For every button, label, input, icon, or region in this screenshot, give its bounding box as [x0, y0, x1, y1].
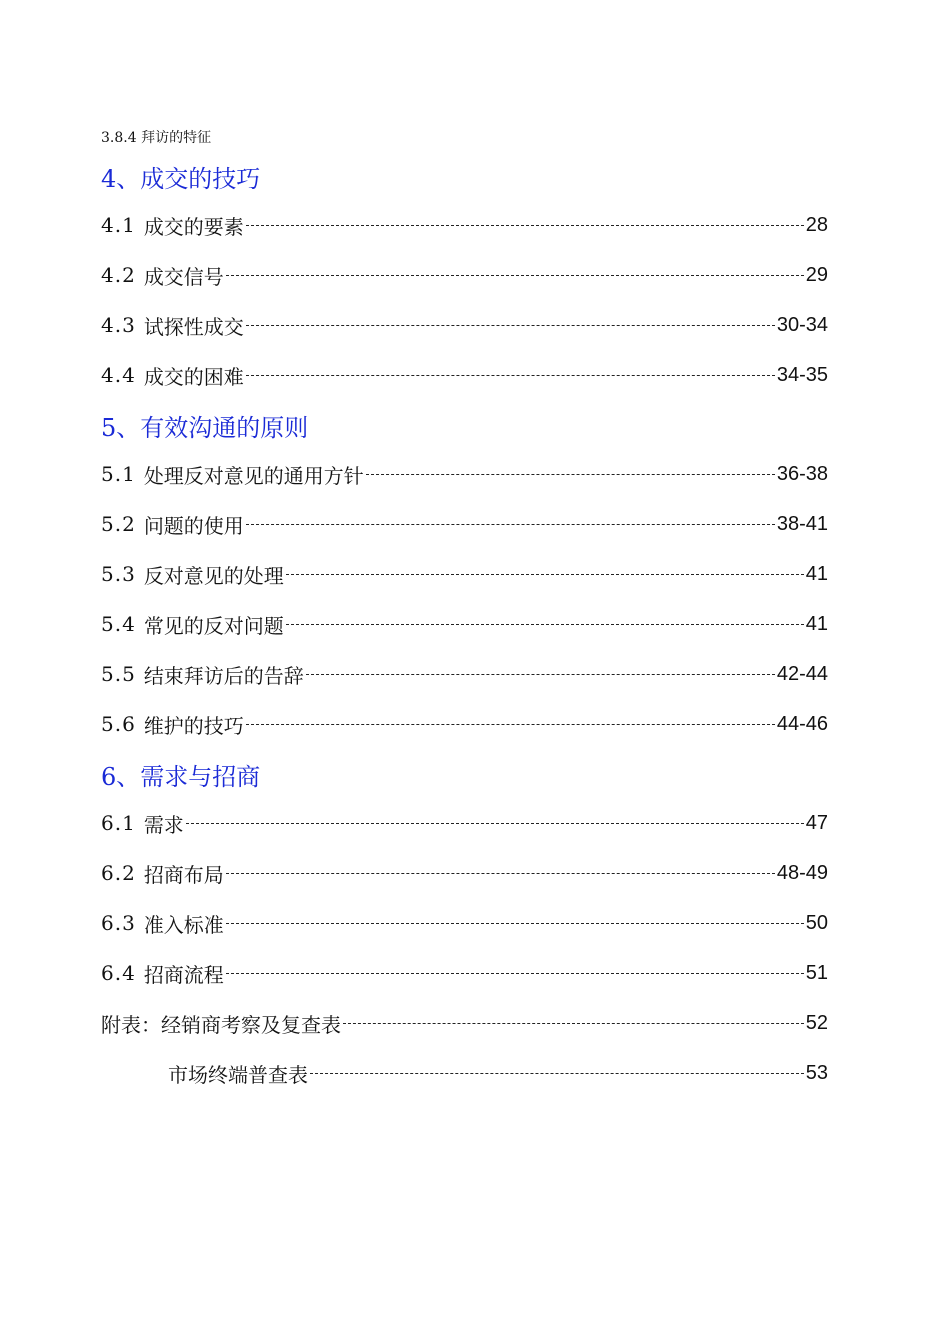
entry-page: 29 — [805, 263, 828, 286]
toc-entry — [101, 260, 828, 290]
entry-title: 市场终端普查表 — [168, 1062, 308, 1087]
section-heading-4: 4、成交的技巧 — [101, 164, 261, 193]
entry-title: 成交的要素 — [143, 214, 244, 239]
entry-title: 常见的反对问题 — [143, 613, 284, 638]
entry-page: 36-38 — [776, 462, 828, 485]
entry-page: 41 — [805, 562, 828, 585]
leader-dashes — [226, 973, 804, 974]
entry-title: 处理反对意见的通用方针 — [143, 463, 364, 488]
leader-dashes — [286, 574, 804, 575]
entry-title: 问题的使用 — [143, 513, 244, 538]
entry-title: 准入标准 — [143, 912, 224, 937]
entry-page: 41 — [805, 612, 828, 635]
toc-entry — [101, 310, 828, 340]
entry-title: 成交信号 — [143, 264, 224, 289]
entry-number: 4.2 — [101, 263, 136, 287]
toc-entry — [101, 210, 828, 240]
toc-entry — [101, 659, 828, 689]
entry-number: 6.4 — [101, 961, 136, 985]
toc-entry — [101, 559, 828, 589]
appendix-entry — [168, 1058, 828, 1088]
entry-number: 6.3 — [101, 911, 136, 935]
entry-number: 5.2 — [101, 512, 136, 536]
toc-entry — [101, 609, 828, 639]
section-heading-6: 6、需求与招商 — [101, 762, 261, 791]
entry-number: 6.1 — [101, 811, 136, 835]
toc-entry — [101, 509, 828, 539]
entry-title: 招商流程 — [143, 962, 224, 987]
leader-dashes — [246, 225, 804, 226]
entry-title: 需求 — [143, 812, 184, 837]
entry-page: 53 — [805, 1061, 828, 1084]
entry-number: 5.6 — [101, 712, 136, 736]
entry-title: 经销商考察及复查表 — [161, 1012, 341, 1037]
entry-page: 50 — [805, 911, 828, 934]
leader-dashes — [246, 724, 775, 725]
leader-dashes — [226, 923, 804, 924]
toc-entry — [101, 459, 828, 489]
entry-page: 30-34 — [776, 313, 828, 336]
leader-dashes — [226, 873, 775, 874]
appendix-entry — [101, 1008, 828, 1038]
leader-dashes — [286, 624, 804, 625]
pre-line: 3.8.4 拜访的特征 — [101, 130, 212, 146]
section-heading-5: 5、有效沟通的原则 — [101, 413, 309, 442]
toc-entry — [101, 709, 828, 739]
entry-number: 5.5 — [101, 662, 136, 686]
entry-title: 成交的困难 — [143, 364, 244, 389]
entry-number: 6.2 — [101, 861, 136, 885]
leader-dashes — [310, 1073, 804, 1074]
toc-entry — [101, 858, 828, 888]
entry-title: 试探性成交 — [143, 314, 244, 339]
entry-page: 34-35 — [776, 363, 828, 386]
leader-dashes — [306, 674, 775, 675]
leader-dashes — [226, 275, 804, 276]
entry-number: 4.1 — [101, 213, 136, 237]
entry-page: 52 — [805, 1011, 828, 1034]
entry-page: 44-46 — [776, 712, 828, 735]
entry-number: 5.1 — [101, 462, 136, 486]
entry-page: 48-49 — [776, 861, 828, 884]
entry-page: 51 — [805, 961, 828, 984]
toc-entry — [101, 808, 828, 838]
entry-page: 38-41 — [776, 512, 828, 535]
entry-number: 4.3 — [101, 313, 136, 337]
leader-dashes — [186, 823, 804, 824]
entry-page: 28 — [805, 213, 828, 236]
entry-page: 42-44 — [776, 662, 828, 685]
entry-title: 反对意见的处理 — [143, 563, 284, 588]
entry-title: 结束拜访后的告辞 — [143, 663, 304, 688]
leader-dashes — [246, 524, 775, 525]
leader-dashes — [246, 325, 775, 326]
entry-number: 5.3 — [101, 562, 136, 586]
leader-dashes — [343, 1023, 804, 1024]
entry-title: 招商布局 — [143, 862, 224, 887]
entry-page: 47 — [805, 811, 828, 834]
entry-title: 维护的技巧 — [143, 713, 244, 738]
toc-entry — [101, 958, 828, 988]
leader-dashes — [246, 375, 775, 376]
leader-dashes — [366, 474, 775, 475]
appendix-label: 附表： — [101, 1012, 161, 1037]
toc-entry — [101, 908, 828, 938]
entry-number: 4.4 — [101, 363, 136, 387]
entry-number: 5.4 — [101, 612, 136, 636]
toc-entry — [101, 360, 828, 390]
